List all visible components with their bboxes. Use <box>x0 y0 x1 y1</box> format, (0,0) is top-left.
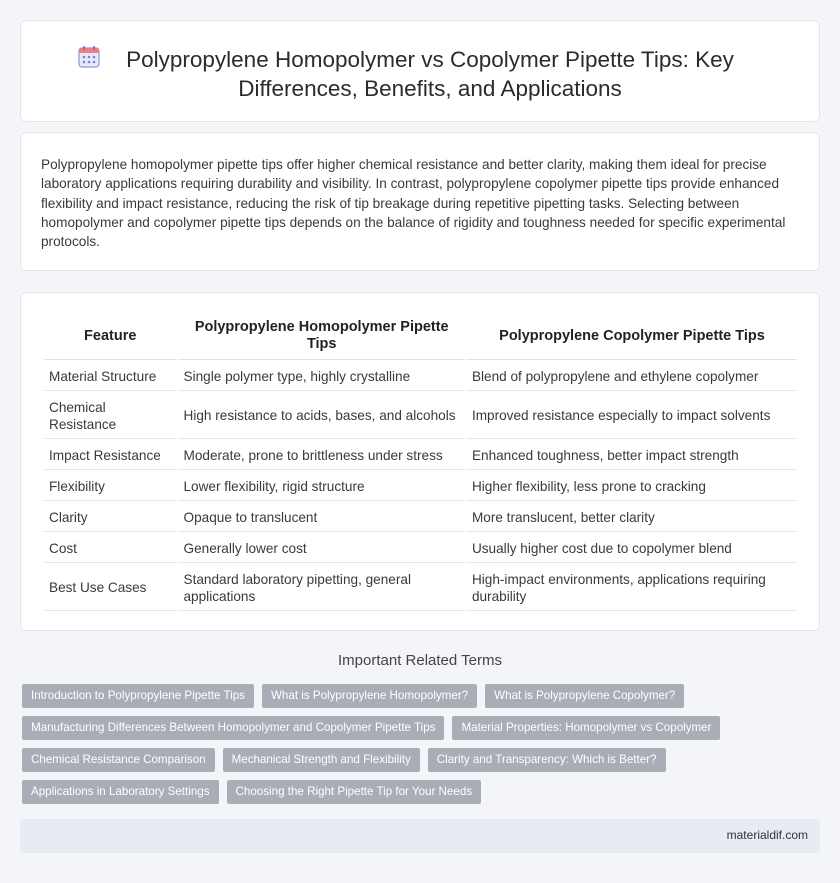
footer <box>20 819 820 853</box>
title-card <box>20 20 820 122</box>
related-term-tag[interactable]: Chemical Resistance Comparison <box>22 748 215 772</box>
table-row <box>44 362 797 391</box>
related-term-tag[interactable]: What is Polypropylene Homopolymer? <box>262 684 477 708</box>
related-term-tag[interactable]: Manufacturing Differences Between Homopolymer and Copolymer Pipette Tips <box>22 716 444 740</box>
table-cell: Standard laboratory pipetting, general applications <box>179 565 465 611</box>
table-cell: Impact Resistance <box>44 441 177 470</box>
table-cell: Opaque to translucent <box>179 503 465 532</box>
related-term-tag[interactable]: Choosing the Right Pipette Tip for Your Needs <box>227 780 482 804</box>
tag-row <box>22 716 802 740</box>
tag-row <box>22 684 802 708</box>
related-terms-list <box>22 684 802 812</box>
table-cell: Material Structure <box>44 362 177 391</box>
table-cell: Cost <box>44 534 177 563</box>
table-header-cell: Polypropylene Copolymer Pipette Tips <box>467 315 797 360</box>
table-cell: Lower flexibility, rigid structure <box>179 472 465 501</box>
table-row <box>44 472 797 501</box>
table-header-cell: Polypropylene Homopolymer Pipette Tips <box>179 315 465 360</box>
table-row <box>44 441 797 470</box>
table-cell: High-impact environments, applications requiring durability <box>467 565 797 611</box>
related-terms-title: Important Related Terms <box>338 652 502 669</box>
related-term-tag[interactable]: Mechanical Strength and Flexibility <box>223 748 420 772</box>
footer-site-link[interactable]: materialdif.com <box>726 828 808 842</box>
comparison-table <box>42 313 799 613</box>
table-row <box>44 565 797 611</box>
table-cell: Chemical Resistance <box>44 393 177 439</box>
related-term-tag[interactable]: Applications in Laboratory Settings <box>22 780 219 804</box>
table-cell: Best Use Cases <box>44 565 177 611</box>
table-cell: Higher flexibility, less prone to cracking <box>467 472 797 501</box>
table-cell: High resistance to acids, bases, and alcohols <box>179 393 465 439</box>
related-term-tag[interactable]: What is Polypropylene Copolymer? <box>485 684 684 708</box>
table-cell: Flexibility <box>44 472 177 501</box>
table-cell: Moderate, prone to brittleness under stress <box>179 441 465 470</box>
comparison-table-card <box>20 292 820 631</box>
table-row <box>44 393 797 439</box>
tag-row <box>22 780 802 804</box>
table-cell: Usually higher cost due to copolymer blend <box>467 534 797 563</box>
table-cell: Clarity <box>44 503 177 532</box>
intro-text: Polypropylene homopolymer pipette tips offer higher chemical resistance and better clarity, making them ideal for precise laboratory applications requiring durability and visibility. In contrast, polypropylene copolymer pipette tips provide enhanced flexibility and impact resistance, reducing the risk of tip breakage during repetitive pipetting tasks. Selecting between homopolymer and copolymer pipette tips depends on the balance of rigidity and toughness needed for specific experimental protocols. <box>41 157 786 250</box>
table-row <box>44 503 797 532</box>
page-title: Polypropylene Homopolymer vs Copolymer Pipette Tips: Key Differences, Benefits, and Applications <box>126 47 734 101</box>
table-header-row <box>44 315 797 360</box>
tag-row <box>22 748 802 772</box>
table-cell: Enhanced toughness, better impact strength <box>467 441 797 470</box>
related-term-tag[interactable]: Clarity and Transparency: Which is Better? <box>428 748 666 772</box>
intro-card <box>20 132 820 271</box>
table-cell: Generally lower cost <box>179 534 465 563</box>
table-header-cell: Feature <box>44 315 177 360</box>
related-term-tag[interactable]: Material Properties: Homopolymer vs Copolymer <box>452 716 720 740</box>
table-cell: Single polymer type, highly crystalline <box>179 362 465 391</box>
table-row <box>44 534 797 563</box>
table-cell: Blend of polypropylene and ethylene copolymer <box>467 362 797 391</box>
related-term-tag[interactable]: Introduction to Polypropylene Pipette Tips <box>22 684 254 708</box>
table-cell: More translucent, better clarity <box>467 503 797 532</box>
table-cell: Improved resistance especially to impact solvents <box>467 393 797 439</box>
